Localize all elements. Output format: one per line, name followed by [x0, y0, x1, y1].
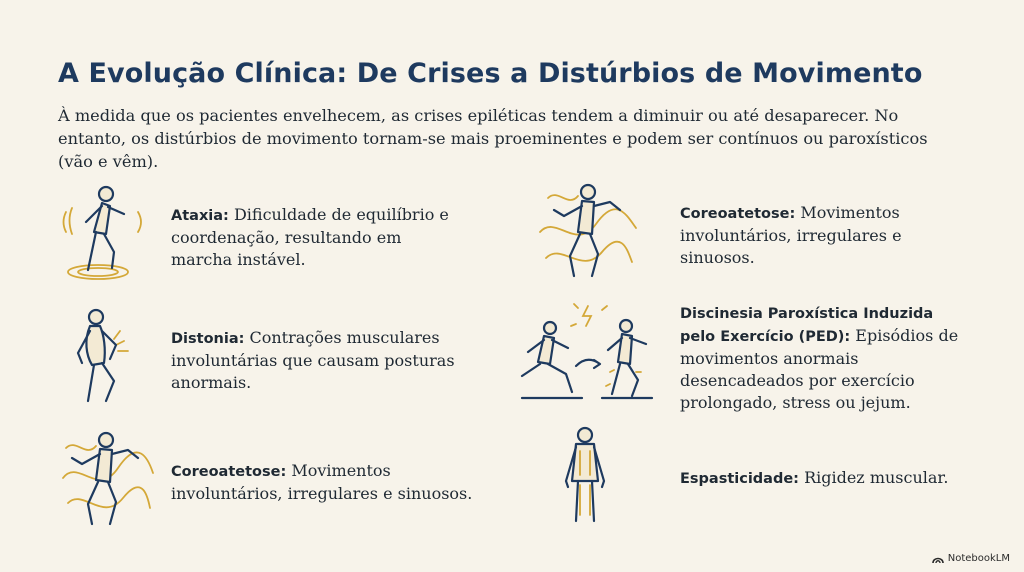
item-term: Espasticidade: [680, 471, 799, 487]
writhing-figure-icon [58, 428, 158, 528]
unsteady-walking-figure-icon [58, 182, 158, 282]
item-coreoatetose-right [530, 180, 970, 290]
item-term: Coreoatetose: [680, 206, 796, 222]
notebooklm-logo-icon [932, 554, 944, 564]
rigid-body-figure-icon [540, 425, 630, 525]
item-ped [512, 300, 982, 420]
twisted-posture-figure-icon [58, 305, 158, 405]
item-distonia [58, 305, 478, 415]
page-title: A Evolução Clínica: De Crises a Distúrbios de Movimento [58, 58, 923, 89]
notebooklm-watermark [932, 553, 1010, 564]
item-coreoatetose-left [58, 428, 498, 533]
item-term: Discinesia Paroxística Induzida pelo Exercício (PED): [680, 306, 934, 345]
item-description: Movimentos involuntários, irregulares e sinuosos. [171, 461, 473, 503]
writhing-figure-icon [538, 180, 638, 280]
item-term: Distonia: [171, 331, 245, 347]
item-description: Contrações musculares involuntárias que causam posturas anormais. [171, 328, 455, 392]
item-description: Dificuldade de equilíbrio e coordenação, resultando em marcha instável. [171, 205, 449, 269]
item-ataxia [58, 182, 478, 287]
watermark-label: NotebookLM [947, 553, 1010, 564]
runner-to-episode-icon [512, 300, 662, 405]
item-description: Episódios de movimentos anormais desencadeados por exercício prolongado, stress ou jejum. [680, 326, 959, 412]
item-espasticidade [540, 425, 980, 535]
item-term: Ataxia: [171, 208, 229, 224]
intro-paragraph: À medida que os pacientes envelhecem, as crises epiléticas tendem a diminuir ou até desaparecer. No entanto, os distúrbios de movimento tornam-se mais proeminentes e podem ser contínuos ou paroxísticos (vão e vêm). [58, 106, 928, 171]
item-description: Rigidez muscular. [798, 468, 949, 487]
item-term: Coreoatetose: [171, 464, 287, 480]
item-description: Movimentos involuntários, irregulares e sinuosos. [680, 203, 902, 267]
